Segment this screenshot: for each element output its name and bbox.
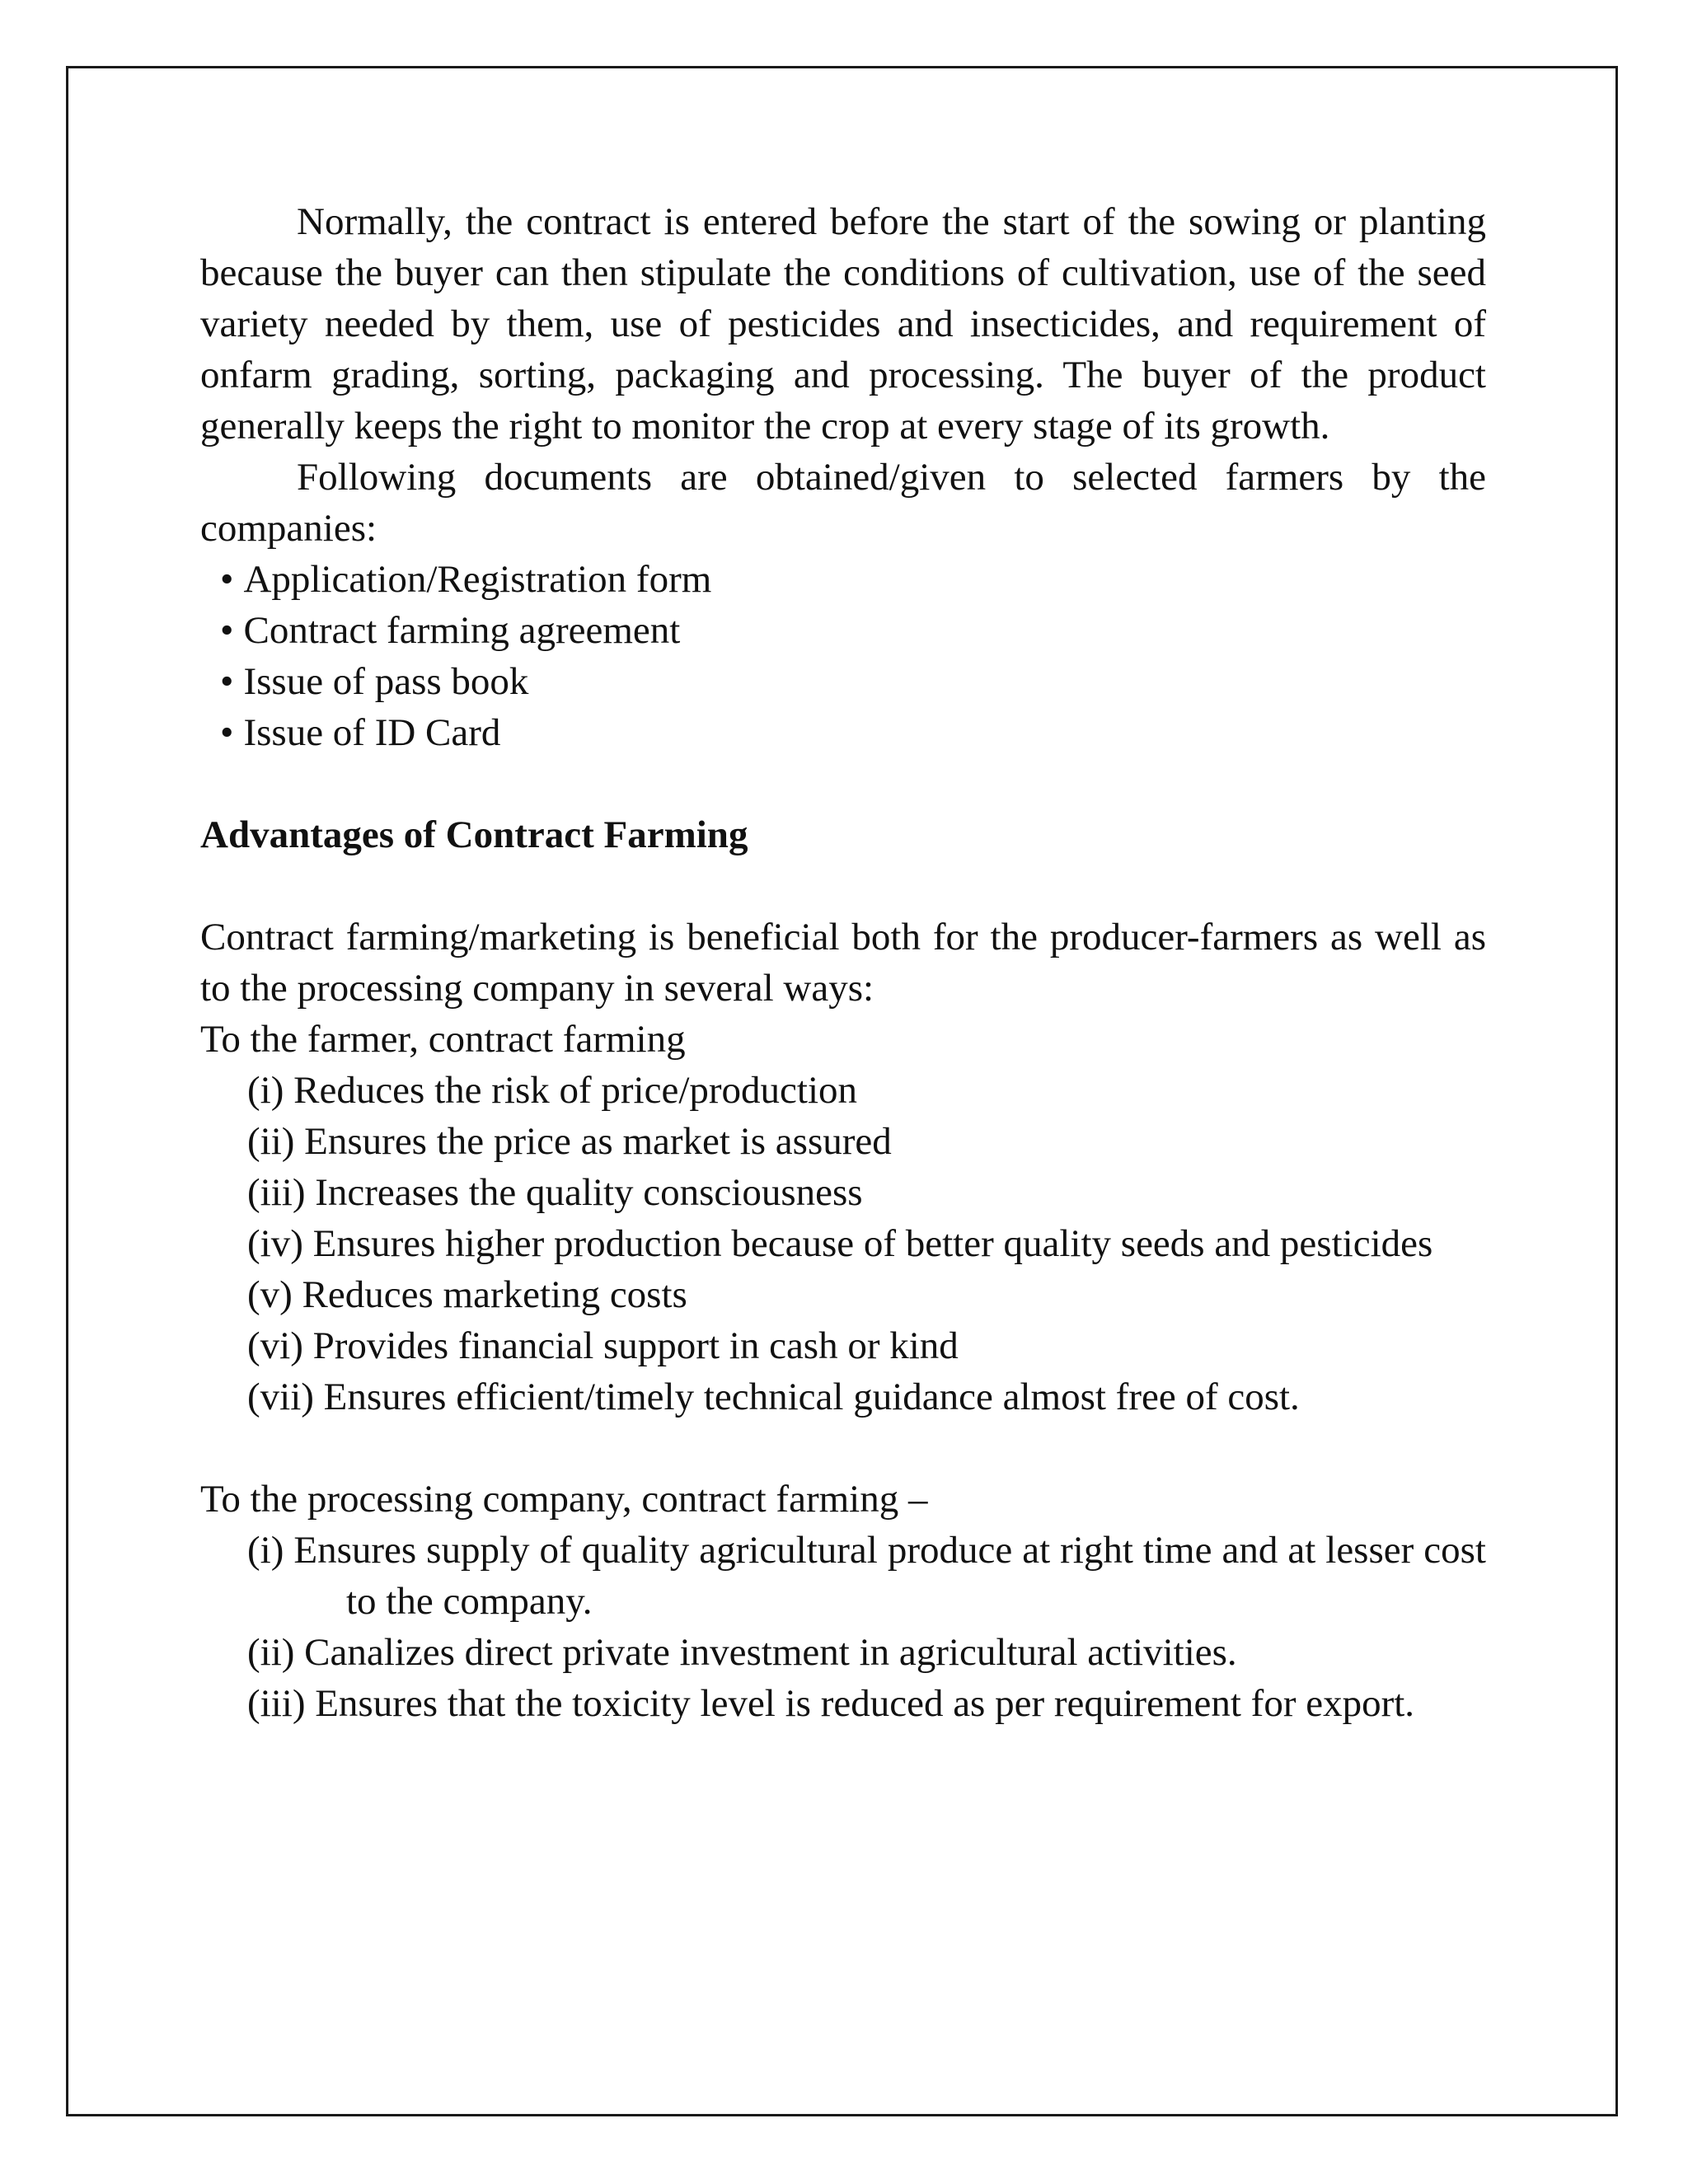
list-item: (iv) Ensures higher production because of better quality seeds and pesticides (247, 1222, 1433, 1265)
list-item: • Application/Registration form (200, 554, 1486, 605)
list-item: (iii) Ensures that the toxicity level is reduced as per requirement for export. (247, 1682, 1415, 1725)
list-item: • Issue of ID Card (200, 707, 1486, 758)
list-item: (ii) Ensures the price as market is assured (247, 1120, 892, 1163)
farmer-intro: To the farmer, contract farming (200, 1018, 686, 1061)
farmer-advantages-list (200, 1065, 1486, 1422)
document-body (200, 196, 1486, 1729)
intro-paragraph: Normally, the contract is entered before the start of the sowing or planting because the buyer can then stipulate the conditions of cultivation, use of the seed variety needed by them, use of pesticides and insecticides, and requirement of onfarm grading, sorting, packaging and processing. The buyer of the product generally keeps the right to monitor the crop at every stage of its growth. (200, 200, 1486, 448)
advantages-intro-paragraph: Contract farming/marketing is beneficial both for the producer-farmers as well as to the processing company in several ways: (200, 916, 1486, 1010)
list-item: • Contract farming agreement (200, 605, 1486, 656)
list-item: (i) Reduces the risk of price/production (247, 1069, 858, 1112)
documents-intro-paragraph: Following documents are obtained/given to selected farmers by the companies: (200, 456, 1486, 550)
list-item: (v) Reduces marketing costs (247, 1273, 687, 1316)
list-item: (vii) Ensures efficient/timely technical guidance almost free of cost. (247, 1376, 1300, 1418)
documents-list (200, 554, 1486, 758)
list-item: (ii) Canalizes direct private investment in agricultural activities. (247, 1631, 1237, 1674)
list-item: • Issue of pass book (200, 656, 1486, 707)
company-intro: To the processing company, contract farming – (200, 1478, 928, 1521)
list-item: (i) Ensures supply of quality agricultural produce at right time and at lesser cost to the company. (247, 1529, 1486, 1623)
company-advantages-list (200, 1525, 1486, 1729)
list-item: (iii) Increases the quality consciousness (247, 1171, 863, 1214)
section-heading: Advantages of Contract Farming (200, 813, 748, 856)
list-item: (vi) Provides financial support in cash or kind (247, 1324, 959, 1367)
